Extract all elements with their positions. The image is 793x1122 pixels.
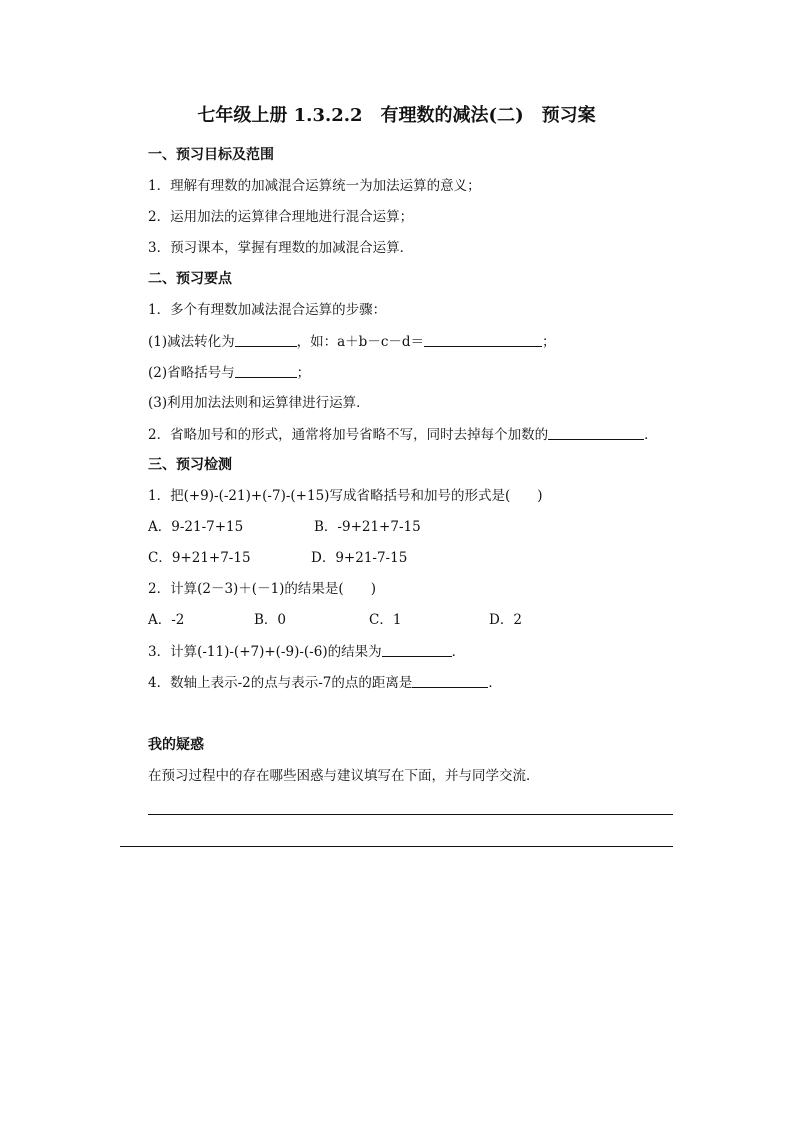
step-2-suffix: ； bbox=[296, 365, 311, 381]
answer-blank[interactable] bbox=[548, 425, 644, 440]
answer-blank[interactable] bbox=[424, 332, 542, 347]
question-4-prefix: 4．数轴上表示-2的点与表示-7的点的距离是 bbox=[148, 675, 413, 691]
question-2: 2．计算(2－3)＋(－1)的结果是( ) bbox=[148, 581, 376, 597]
q2-option-d[interactable]: D．2 bbox=[489, 612, 522, 628]
goal-item-1: 1．理解有理数的加减混合运算统一为加法运算的意义； bbox=[148, 178, 481, 194]
q2-option-c[interactable]: C．1 bbox=[369, 612, 402, 628]
q1-option-c[interactable]: C．9+21+7-15 bbox=[148, 550, 251, 566]
question-3-prefix: 3．计算(-11)-(+7)+(-9)-(-6)的结果为 bbox=[148, 644, 382, 660]
section-heading-check: 三、预习检测 bbox=[148, 457, 232, 473]
step-1-line bbox=[148, 332, 556, 351]
key-point-2-suffix: ． bbox=[644, 427, 658, 443]
step-2-prefix: (2)省略括号与 bbox=[148, 365, 235, 381]
q2-option-b[interactable]: B．0 bbox=[254, 612, 287, 628]
section-heading-doubts: 我的疑惑 bbox=[148, 737, 204, 753]
q1-option-a[interactable]: A．9-21-7+15 bbox=[148, 519, 244, 535]
q2-option-a[interactable]: A．-2 bbox=[148, 612, 185, 628]
section-heading-goals: 一、预习目标及范围 bbox=[148, 147, 274, 163]
key-point-2 bbox=[148, 425, 658, 444]
q1-option-b[interactable]: B．-9+21+7-15 bbox=[314, 519, 421, 535]
question-4-suffix: ． bbox=[488, 675, 502, 691]
answer-blank[interactable] bbox=[382, 642, 452, 657]
step-1-middle: ，如：a＋b－c－d＝ bbox=[296, 334, 425, 350]
step-3-line: (3)利用加法法则和运算律进行运算． bbox=[148, 395, 370, 411]
step-2-line bbox=[148, 363, 310, 382]
answer-blank[interactable] bbox=[235, 332, 297, 347]
key-point-1: 1．多个有理数加减法混合运算的步骤： bbox=[148, 302, 387, 318]
question-3-suffix: ． bbox=[451, 644, 466, 660]
q1-option-d[interactable]: D．9+21-7-15 bbox=[311, 550, 408, 566]
goal-item-3: 3．预习课本，掌握有理数的加减混合运算． bbox=[148, 240, 414, 256]
doubts-instruction: 在预习过程中的存在哪些困惑与建议填写在下面，并与同学交流． bbox=[148, 768, 540, 784]
key-point-2-prefix: 2．省略加号和的形式，通常将加号省略不写，同时去掉每个加数的 bbox=[148, 427, 549, 443]
section-heading-key-points: 二、预习要点 bbox=[148, 271, 232, 287]
question-4 bbox=[148, 673, 502, 692]
page-title: 七年级上册 1.3.2.2 有理数的减法(二) 预习案 bbox=[197, 105, 596, 126]
goal-item-2: 2．运用加法的运算律合理地进行混合运算； bbox=[148, 209, 414, 225]
question-3 bbox=[148, 642, 465, 661]
doubts-writing-line[interactable] bbox=[120, 846, 673, 847]
step-1-suffix: ； bbox=[542, 334, 556, 350]
doubts-writing-line[interactable] bbox=[148, 814, 673, 815]
step-1-prefix: (1)减法转化为 bbox=[148, 334, 235, 350]
answer-blank[interactable] bbox=[235, 363, 297, 378]
question-1: 1．把(+9)-(-21)+(-7)-(+15)写成省略括号和加号的形式是( ) bbox=[148, 488, 543, 504]
answer-blank[interactable] bbox=[412, 673, 488, 688]
